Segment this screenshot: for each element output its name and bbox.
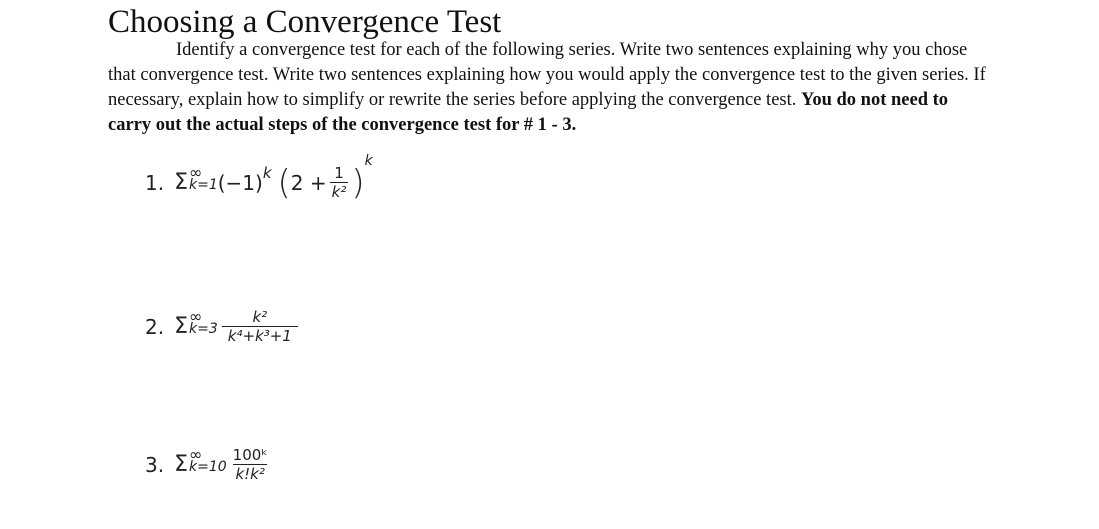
problem-2	[145, 308, 301, 345]
upper-limit: ∞	[189, 306, 203, 326]
summation-symbol	[174, 444, 227, 477]
page-title: Choosing a Convergence Test	[108, 4, 502, 40]
summation-symbol	[174, 306, 218, 339]
summation-limits	[189, 444, 227, 475]
instructions-paragraph	[108, 38, 988, 138]
instructions-body: Identify a convergence test for each of the following series. Write two sentences explaining why you chose that convergence test. Write two sentences explaining how you would apply the convergence test to the given series. If necessary, explain how to simplify or rewrite the series before applying the convergence test.	[108, 40, 986, 110]
fraction-numerator: k²	[252, 308, 268, 326]
upper-limit: ∞	[189, 162, 203, 182]
inner-fraction	[330, 164, 349, 201]
upper-limit: ∞	[189, 444, 203, 464]
lower-limit: k=1	[189, 176, 218, 193]
problem-number: 2.	[145, 314, 165, 339]
alternating-sign: (−1)	[217, 170, 263, 195]
fraction-denominator: k⁴+k³+1	[222, 326, 298, 345]
fraction-denominator: k²	[331, 183, 347, 201]
summation-symbol	[174, 162, 218, 195]
problem-3	[145, 446, 273, 483]
summation-limits	[189, 306, 218, 337]
outer-exponent: k	[364, 152, 373, 169]
fraction-numerator: 100ᵏ	[232, 446, 268, 464]
sigma-glyph: Σ	[174, 452, 188, 477]
inner-constant: 2 +	[290, 170, 327, 195]
summation-limits	[189, 162, 218, 193]
problem-number: 1.	[145, 170, 165, 195]
lower-limit: k=3	[189, 320, 218, 337]
fraction-denominator: k!k²	[235, 465, 265, 483]
problem-number: 3.	[145, 452, 165, 477]
problem-1	[145, 152, 373, 203]
fraction-numerator: 1	[334, 164, 344, 182]
sigma-glyph: Σ	[174, 314, 188, 339]
lower-limit: k=10	[189, 458, 227, 475]
alternating-exponent: k	[262, 163, 272, 182]
sigma-glyph: Σ	[174, 170, 188, 195]
series-fraction	[231, 446, 270, 483]
left-paren: (	[277, 162, 291, 203]
instructions-bold-note: You do not need to carry out the actual steps of the convergence test for # 1 - 3.	[108, 90, 949, 135]
right-paren: )	[351, 162, 365, 203]
series-fraction	[222, 308, 298, 345]
